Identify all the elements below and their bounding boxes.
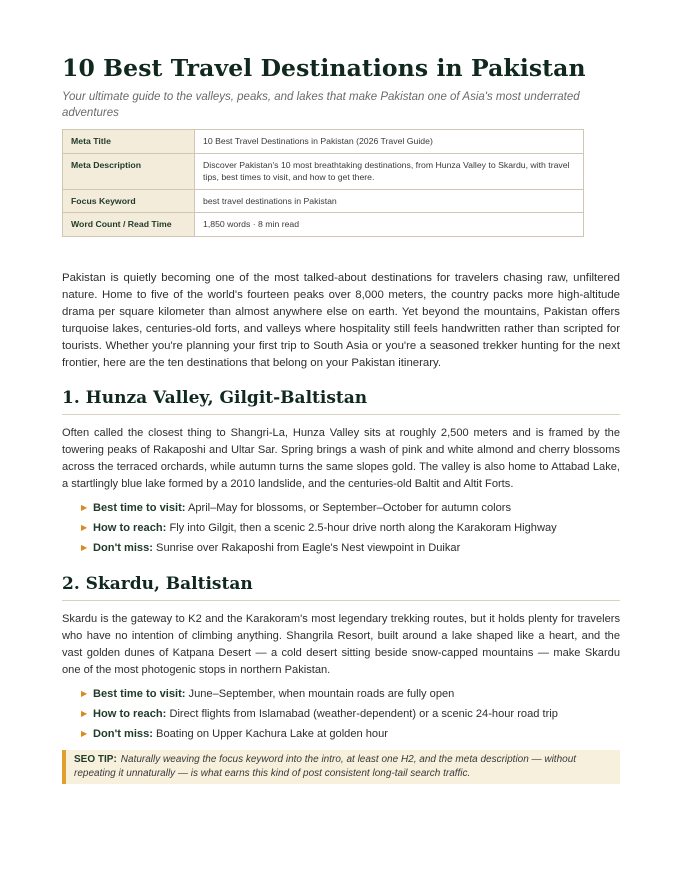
tip-text: June–September, when mountain roads are fully open: [185, 687, 455, 700]
seo-tip-callout: [62, 750, 620, 784]
meta-title-value: 10 Best Travel Destinations in Pakistan (2026 Travel Guide): [195, 130, 584, 154]
list-item: [81, 498, 620, 518]
word-count-value: 1,850 words · 8 min read: [195, 213, 584, 237]
list-item: [81, 518, 620, 538]
triangle-bullet-icon: ▶: [81, 542, 88, 552]
section-body-skardu: Skardu is the gateway to K2 and the Karakoram's most legendary trekking routes, but it holds plenty for travelers who have no intention of climbing anything. Shangrila Resort, built around a lake shaped like a heart, and the vast golden dunes of Katpana Desert — a cold desert sitting beside snow-capped mountains — make Skardu one of the most photogenic stops in northern Pakistan.: [62, 612, 620, 676]
triangle-bullet-icon: ▶: [81, 502, 88, 512]
triangle-bullet-icon: ▶: [81, 688, 88, 698]
tip-text: Direct flights from Islamabad (weather-dependent) or a scenic 24-hour road trip: [166, 707, 558, 720]
meta-description-value: Discover Pakistan's 10 most breathtaking destinations, from Hunza Valley to Skardu, with travel tips, best times to visit, and how to get there.: [195, 153, 584, 189]
table-row: [63, 189, 584, 213]
word-count-key: Word Count / Read Time: [63, 213, 195, 237]
tip-text: Boating on Upper Kachura Lake at golden hour: [152, 727, 388, 740]
section-heading-hunza: 1. Hunza Valley, Gilgit-Baltistan: [62, 386, 620, 415]
tip-label: How to reach:: [93, 707, 167, 720]
tip-text: April–May for blossoms, or September–October for autumn colors: [185, 501, 512, 514]
seo-tip-label: SEO TIP:: [74, 753, 117, 765]
tip-label: Don't miss:: [93, 541, 153, 554]
tip-label: Best time to visit:: [93, 501, 186, 514]
table-row: [63, 153, 584, 189]
table-row: [63, 213, 584, 237]
meta-title-key: Meta Title: [63, 130, 195, 154]
meta-description-key: Meta Description: [63, 153, 195, 189]
tips-list-hunza: [81, 498, 620, 558]
triangle-bullet-icon: ▶: [81, 708, 88, 718]
tip-text: Fly into Gilgit, then a scenic 2.5-hour drive north along the Karakoram Highway: [166, 521, 557, 534]
list-item: [81, 724, 620, 744]
article-subtitle: Your ultimate guide to the valleys, peaks, and lakes that make Pakistan one of Asia's most underrated adventures: [62, 91, 580, 119]
focus-keyword-value: best travel destinations in Pakistan: [195, 189, 584, 213]
tips-list-skardu: [81, 684, 620, 744]
list-item: [81, 538, 620, 558]
section-heading-skardu: 2. Skardu, Baltistan: [62, 572, 620, 601]
tip-text: Sunrise over Rakaposhi from Eagle's Nest viewpoint in Duikar: [152, 541, 461, 554]
list-item: [81, 684, 620, 704]
tip-label: How to reach:: [93, 521, 167, 534]
triangle-bullet-icon: ▶: [81, 522, 88, 532]
intro-paragraph: Pakistan is quietly becoming one of the most talked-about destinations for travelers chasing raw, unfiltered nature. Home to five of the world's fourteen peaks over 8,000 meters, the country packs more high-altitude drama per square kilometer than almost anywhere else on earth. Yet beyond the mountains, Pakistan offers turquoise lakes, centuries-old forts, and valleys where hospitality still feels handwritten rather than scripted for tourists. Whether you're planning your first trip to South Asia or you're a seasoned trekker hunting for the next frontier, here are the ten destinations that belong on your Pakistan itinerary.: [62, 271, 620, 369]
tip-label: Best time to visit:: [93, 687, 186, 700]
list-item: [81, 704, 620, 724]
section-body-hunza: Often called the closest thing to Shangri-La, Hunza Valley sits at roughly 2,500 meters and is framed by the towering peaks of Rakaposhi and Ultar Sar. Spring brings a wash of pink and white almond and cherry blossoms across the terraced orchards, while autumn turns the same slopes gold. The valley is also home to Attabad Lake, a startlingly blue lake formed by a 2010 landslide, and the centuries-old Baltit and Altit Forts.: [62, 426, 620, 490]
focus-keyword-key: Focus Keyword: [63, 189, 195, 213]
article-title: 10 Best Travel Destinations in Pakistan: [62, 54, 586, 82]
tip-label: Don't miss:: [93, 727, 153, 740]
table-row: [63, 130, 584, 154]
seo-meta-table: [62, 129, 584, 237]
triangle-bullet-icon: ▶: [81, 728, 88, 738]
seo-tip-text: Naturally weaving the focus keyword into the intro, at least one H2, and the meta description — without repeating it unnaturally — is what earns this kind of post consistent long-tail search traffic.: [74, 753, 577, 779]
